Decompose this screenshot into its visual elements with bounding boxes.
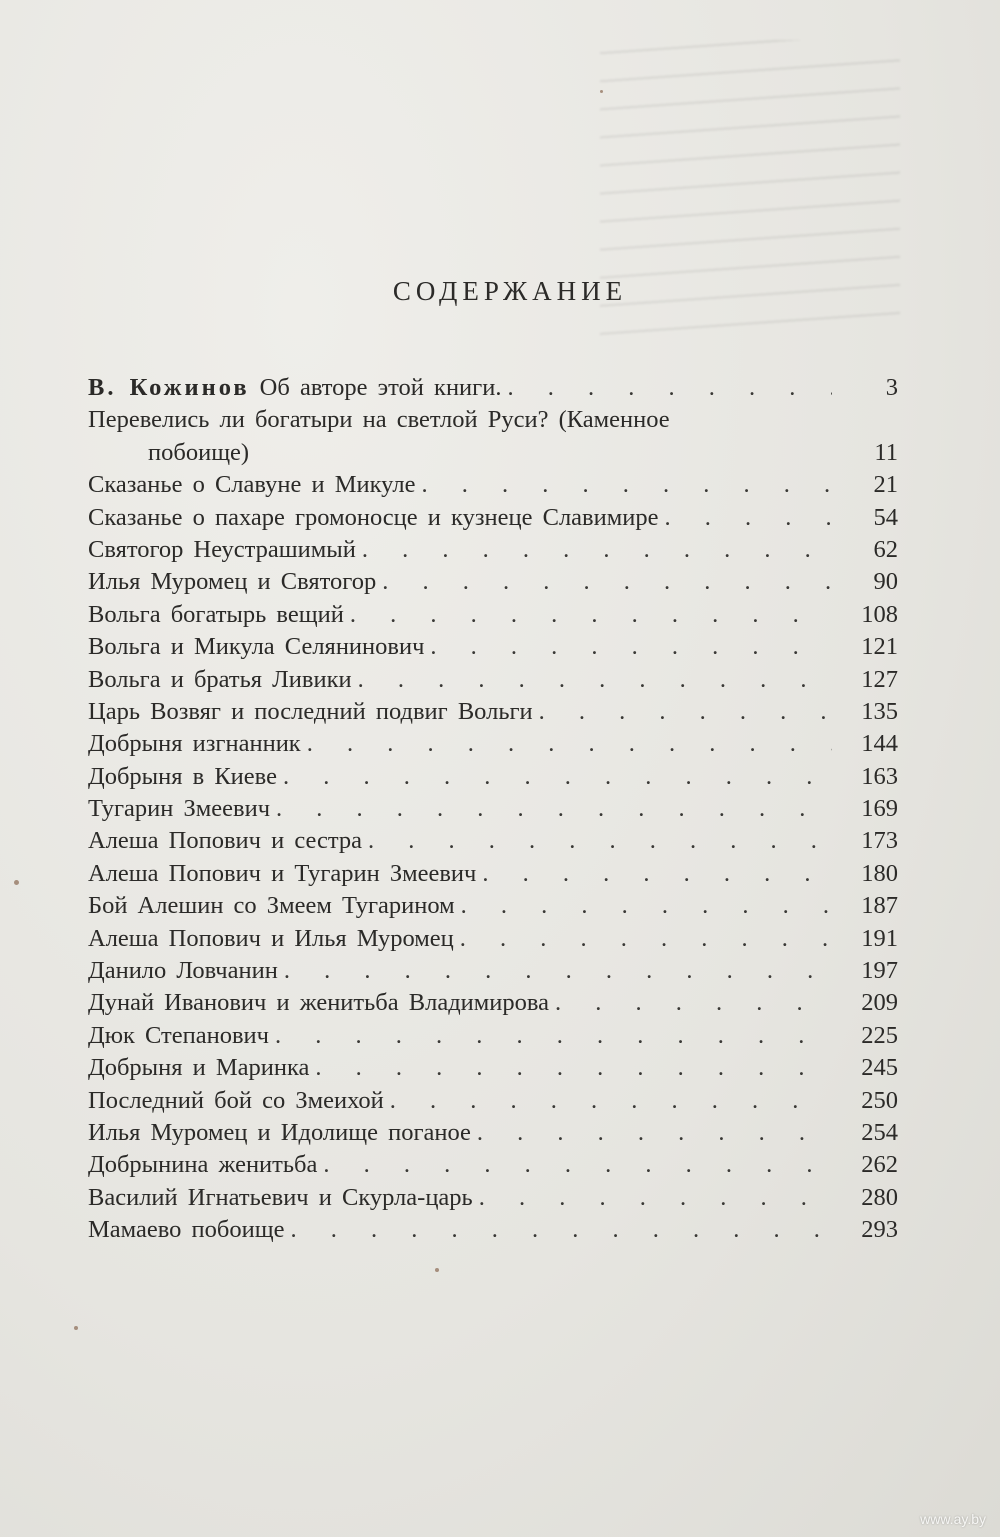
paper-speck — [14, 880, 19, 885]
dot-leader — [664, 502, 832, 534]
toc-entry-page-number: 250 — [861, 1086, 898, 1114]
toc-entry-page-number: 54 — [873, 503, 898, 531]
toc-entry — [88, 1052, 898, 1084]
toc-entry-title: Дунай Иванович и женитьба Владимирова — [88, 989, 550, 1017]
toc-entry-label — [88, 1020, 269, 1052]
toc-entry-title: Данило Ловчанин — [88, 957, 278, 985]
toc-entry-label — [88, 404, 670, 436]
watermark: www.ay.by — [920, 1511, 986, 1527]
toc-entry-page-number: 62 — [873, 535, 898, 563]
toc-entry-label — [88, 372, 501, 404]
toc-entry-label — [88, 437, 249, 469]
dot-leader — [555, 987, 832, 1019]
toc-entry-title: Сказанье о Славуне и Микуле — [88, 471, 416, 499]
toc-entry-label — [88, 566, 376, 598]
toc-entry-title: Сказанье о пахаре громоносце и кузнеце Славимире — [88, 503, 659, 531]
toc-entry — [88, 372, 898, 404]
toc-entry-title: Вольга богатырь вещий — [88, 600, 344, 628]
dot-leader — [482, 858, 832, 890]
toc-entry-page-number: 225 — [861, 1021, 898, 1049]
toc-entry-author: В. Кожинов — [88, 374, 250, 401]
toc-entry-title: Добрынина женитьба — [88, 1151, 318, 1179]
toc-entry — [88, 696, 898, 728]
dot-leader — [276, 793, 832, 825]
toc-entry-page-number: 121 — [861, 633, 898, 661]
toc-entry-page-number: 245 — [861, 1054, 898, 1082]
toc-entry — [88, 1214, 898, 1246]
toc-entry-label — [88, 502, 658, 534]
toc-entry-page-number: 11 — [874, 438, 898, 466]
dot-leader — [290, 1214, 832, 1246]
toc-entry-page-number: 21 — [873, 471, 898, 499]
toc-entry — [88, 534, 898, 566]
toc-entry-label — [88, 923, 454, 955]
dot-leader — [284, 955, 832, 987]
dot-leader — [539, 696, 832, 728]
toc-entry-page-number: 293 — [861, 1216, 898, 1244]
toc-entry-title: Добрыня в Киеве — [88, 762, 277, 790]
toc-entry — [88, 1085, 898, 1117]
toc-entry-label — [88, 631, 424, 663]
toc-entry-title: Добрыня и Маринка — [88, 1054, 310, 1082]
toc-entry-page-number: 163 — [861, 762, 898, 790]
toc-entry-title: Алеша Попович и сестра — [88, 827, 362, 855]
toc-entry-page-number: 254 — [861, 1118, 898, 1146]
toc-entry-label — [88, 599, 344, 631]
toc-entry-page-number: 280 — [861, 1183, 898, 1211]
toc-entry-label — [88, 793, 270, 825]
toc-entry — [88, 825, 898, 857]
toc-entry-page-number: 108 — [861, 600, 898, 628]
toc-entry-page-number: 3 — [885, 374, 898, 401]
toc-entry-title: Святогор Неустрашимый — [88, 535, 356, 563]
toc-entry — [88, 761, 898, 793]
toc-entry-title: Бой Алешин со Змеем Тугарином — [88, 892, 455, 920]
toc-entry-title: Вольга и братья Ливики — [88, 665, 352, 693]
toc-entry-label — [88, 987, 549, 1019]
toc-entry-label — [88, 469, 415, 501]
dot-leader — [275, 1020, 832, 1052]
toc-entry — [88, 1149, 898, 1181]
toc-entry-title: Илья Муромец и Идолище поганое — [88, 1118, 471, 1146]
toc-entry-label — [88, 534, 356, 566]
toc-entry-page-number: 173 — [861, 827, 898, 855]
toc-entry-label — [88, 728, 301, 760]
toc-entry-label — [88, 664, 352, 696]
toc-entry-title: Илья Муромец и Святогор — [88, 568, 377, 596]
dot-leader — [460, 923, 832, 955]
toc-entry-title: Василий Игнатьевич и Скурла-царь — [88, 1183, 473, 1211]
toc-entry-label — [88, 1149, 317, 1181]
toc-entry-title: Добрыня изгнанник — [88, 730, 301, 758]
toc-entry — [88, 437, 898, 469]
toc-entry-label — [88, 1052, 309, 1084]
dot-leader — [382, 566, 832, 598]
dot-leader — [477, 1117, 832, 1149]
toc-entry-title: побоище) — [148, 438, 250, 466]
dot-leader — [350, 599, 832, 631]
dot-leader — [307, 728, 832, 760]
toc-entry-page-number: 90 — [873, 568, 898, 596]
toc-entry — [88, 858, 898, 890]
toc-entry-page-number: 191 — [861, 924, 898, 952]
toc-entry — [88, 728, 898, 760]
toc-entry-label — [88, 1182, 473, 1214]
toc-entry-title: Алеша Попович и Тугарин Змеевич — [88, 859, 477, 887]
dot-leader — [283, 761, 832, 793]
toc-entry-title: Перевелись ли богатыри на светлой Руси? (Каменное — [88, 406, 670, 434]
toc-entry-page-number: 144 — [861, 730, 898, 758]
toc-entry-label — [88, 1214, 284, 1246]
paper-speck — [435, 1268, 439, 1272]
toc-entry-page-number: 135 — [861, 697, 898, 725]
dot-leader — [507, 372, 832, 404]
table-of-contents — [88, 372, 898, 1247]
toc-entry — [88, 955, 898, 987]
toc-entry-title: Мамаево побоище — [88, 1216, 285, 1244]
toc-entry — [88, 599, 898, 631]
dot-leader — [368, 825, 832, 857]
toc-entry-title: Царь Возвяг и последний подвиг Вольги — [88, 697, 533, 725]
toc-entry-label — [88, 1085, 384, 1117]
toc-entry-label — [88, 696, 533, 728]
paper-speck — [600, 90, 603, 93]
toc-entry-title: Тугарин Змеевич — [88, 795, 271, 823]
toc-entry-title: Последний бой со Змеихой — [88, 1086, 384, 1114]
toc-entry-page-number: 180 — [861, 859, 898, 887]
toc-entry — [88, 1020, 898, 1052]
toc-entry — [88, 987, 898, 1019]
paper-speck — [74, 1326, 78, 1330]
dot-leader — [362, 534, 832, 566]
dot-leader — [479, 1182, 832, 1214]
toc-entry — [88, 793, 898, 825]
toc-entry-label — [88, 955, 278, 987]
toc-entry-label — [88, 825, 362, 857]
toc-entry — [88, 664, 898, 696]
toc-entry — [88, 404, 898, 436]
toc-entry-page-number: 169 — [861, 795, 898, 823]
dot-leader — [315, 1052, 832, 1084]
toc-entry-label — [88, 1117, 471, 1149]
toc-entry-title: Алеша Попович и Илья Муромец — [88, 924, 454, 952]
toc-entry-label — [88, 890, 455, 922]
toc-entry — [88, 631, 898, 663]
toc-entry — [88, 469, 898, 501]
toc-entry-page-number: 209 — [861, 989, 898, 1017]
dot-leader — [430, 631, 832, 663]
toc-entry — [88, 502, 898, 534]
toc-entry — [88, 923, 898, 955]
toc-entry — [88, 566, 898, 598]
dot-leader — [421, 469, 832, 501]
toc-entry-page-number: 197 — [861, 957, 898, 985]
toc-entry-title: Об авторе этой книги. — [259, 374, 502, 401]
dot-leader — [323, 1149, 832, 1181]
toc-entry-page-number: 187 — [861, 892, 898, 920]
toc-entry-label — [88, 858, 476, 890]
toc-entry-title: Вольга и Микула Селянинович — [88, 633, 425, 661]
contents-heading: СОДЕРЖАНИЕ — [392, 276, 628, 306]
toc-entry-label — [88, 761, 277, 793]
toc-entry — [88, 1182, 898, 1214]
toc-entry-page-number: 262 — [861, 1151, 898, 1179]
dot-leader — [461, 890, 832, 922]
dot-leader — [390, 1085, 832, 1117]
toc-entry — [88, 1117, 898, 1149]
dot-leader — [358, 664, 832, 696]
toc-entry-page-number: 127 — [861, 665, 898, 693]
toc-entry-title: Дюк Степанович — [88, 1021, 269, 1049]
toc-entry — [88, 890, 898, 922]
